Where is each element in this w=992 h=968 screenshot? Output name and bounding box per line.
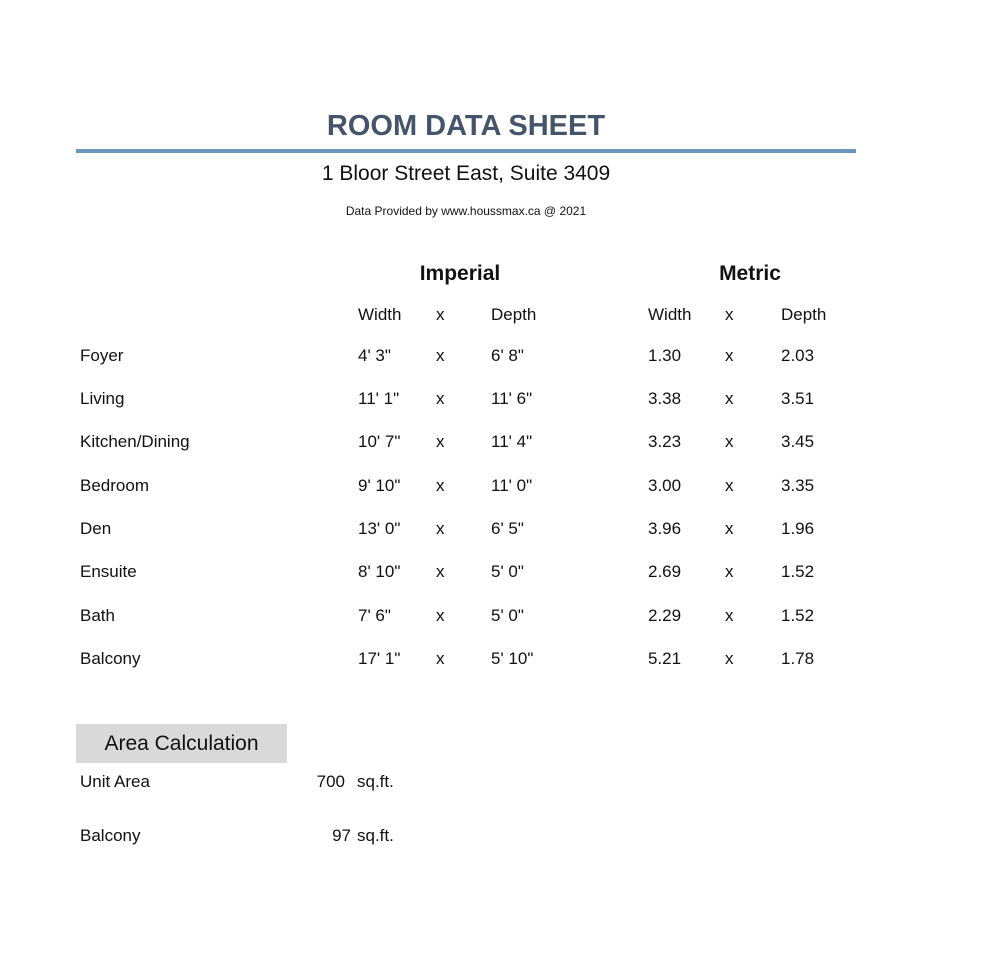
metric-times: x [725,649,734,668]
metric-times: x [725,519,734,538]
metric-width: 2.69 [648,562,682,581]
metric-depth: 3.51 [781,389,815,408]
metric-depth: 1.52 [781,606,815,625]
room-name: Den [80,519,112,538]
balcony-area-unit: sq.ft. [357,826,394,845]
title-divider [76,149,856,153]
metric-depth: 1.52 [781,562,815,581]
page-title: ROOM DATA SHEET [326,110,606,142]
balcony-area-value: 97 [332,826,351,845]
imperial-depth: 5' 0" [491,606,524,625]
table-row [0,648,992,670]
table-row [0,345,992,367]
unit-area-label: Unit Area [80,772,150,791]
imperial-times: x [436,476,445,495]
imperial-times: x [436,562,445,581]
imperial-width: 7' 6" [358,606,391,625]
room-name: Foyer [80,346,124,365]
metric-width: 5.21 [648,649,682,668]
room-name: Living [80,389,125,408]
unit-area-value: 700 [316,772,345,791]
metric-depth-header: Depth [781,305,827,324]
metric-depth: 3.35 [781,476,815,495]
imperial-width: 11' 1" [358,389,400,408]
table-row [0,388,992,410]
metric-width: 3.38 [648,389,682,408]
imperial-depth: 11' 0" [491,476,533,495]
metric-times: x [725,606,734,625]
metric-x-header: x [725,305,734,324]
imperial-depth: 6' 8" [491,346,524,365]
data-credit: Data Provided by www.houssmax.ca @ 2021 [345,204,587,218]
imperial-depth: 11' 6" [491,389,533,408]
imperial-times: x [436,432,445,451]
metric-width: 3.23 [648,432,682,451]
balcony-area-label: Balcony [80,826,141,845]
table-row [0,518,992,540]
table-row [0,431,992,453]
metric-width-header: Width [648,305,692,324]
metric-width: 1.30 [648,346,682,365]
metric-width: 2.29 [648,606,682,625]
metric-times: x [725,562,734,581]
imperial-heading: Imperial [419,262,501,285]
balcony-area-row [0,825,992,847]
metric-times: x [725,346,734,365]
imperial-times: x [436,346,445,365]
unit-area-unit: sq.ft. [357,772,394,791]
table-row [0,561,992,583]
metric-width: 3.00 [648,476,682,495]
table-row [0,605,992,627]
imperial-width: 10' 7" [358,432,401,451]
imperial-times: x [436,519,445,538]
imperial-width: 13' 0" [358,519,401,538]
imperial-depth: 6' 5" [491,519,524,538]
imperial-times: x [436,389,445,408]
room-name: Balcony [80,649,141,668]
imperial-x-header: x [436,305,445,324]
property-address: 1 Bloor Street East, Suite 3409 [321,162,611,185]
metric-depth: 3.45 [781,432,815,451]
metric-depth: 1.96 [781,519,815,538]
room-name: Ensuite [80,562,137,581]
table-row [0,475,992,497]
room-name: Kitchen/Dining [80,432,190,451]
room-name: Bedroom [80,476,149,495]
unit-area-row [0,771,992,793]
room-name: Bath [80,606,115,625]
metric-depth: 2.03 [781,346,815,365]
metric-depth: 1.78 [781,649,815,668]
imperial-width: 4' 3" [358,346,391,365]
metric-heading: Metric [719,262,781,285]
metric-times: x [725,432,734,451]
imperial-depth: 5' 0" [491,562,524,581]
imperial-width: 8' 10" [358,562,401,581]
imperial-depth: 11' 4" [491,432,533,451]
metric-times: x [725,389,734,408]
imperial-width: 9' 10" [358,476,401,495]
imperial-width-header: Width [358,305,402,324]
imperial-times: x [436,606,445,625]
imperial-depth: 5' 10" [491,649,534,668]
metric-times: x [725,476,734,495]
metric-width: 3.96 [648,519,682,538]
imperial-times: x [436,649,445,668]
imperial-width: 17' 1" [358,649,401,668]
imperial-depth-header: Depth [491,305,537,324]
area-calculation-heading: Area Calculation [76,724,287,763]
